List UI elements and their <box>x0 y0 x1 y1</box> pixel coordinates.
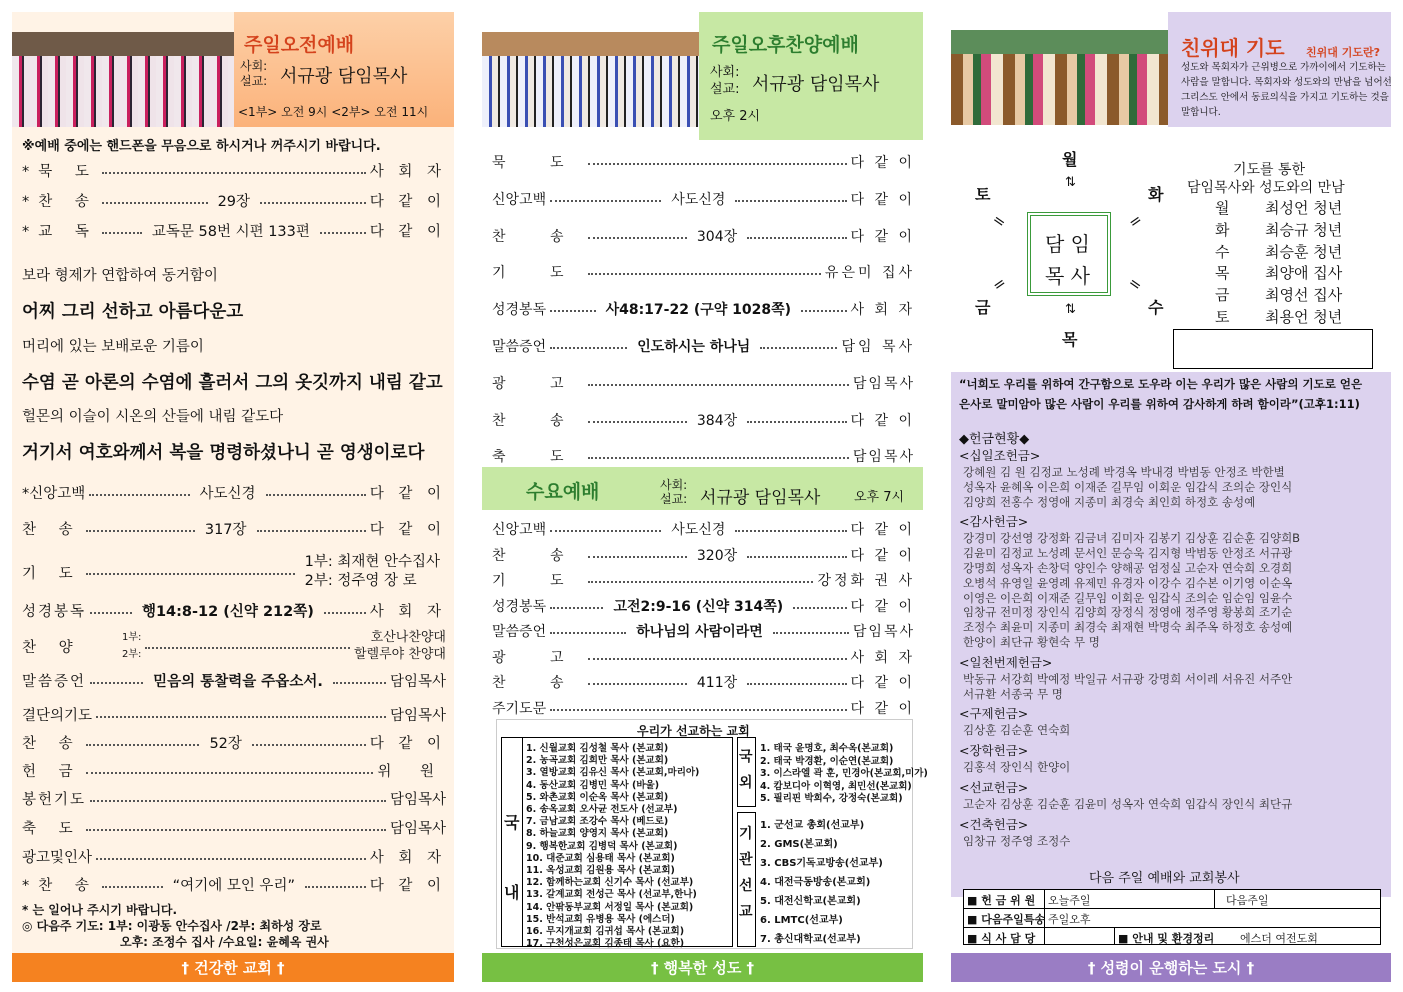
mission-item: 16. 무지개교회 김귀섭 목사 (본교회) <box>526 926 685 937</box>
pastor-label-1: 담 임 <box>1045 232 1090 256</box>
order-row: *묵 도 사 회 자 <box>22 164 446 180</box>
mission-item: 4. 동산교회 김병민 목사 (바울) <box>526 779 660 791</box>
order-row <box>492 698 915 718</box>
pastor-box <box>1027 212 1111 296</box>
order-label: 기 도 <box>492 265 584 282</box>
mission-item: 10. 대준교회 심용태 목사 (본교회) <box>526 852 675 864</box>
schedule-person: 최승훈 청년 <box>1265 242 1343 261</box>
reading-line: 거기서 여호와께서 복을 명령하셨나니 곧 영생이로다 <box>22 443 425 463</box>
mission-item: 15. 반석교회 유병용 목사 (에스더) <box>526 913 675 925</box>
offering-category: <구제헌금> <box>959 706 1029 722</box>
offering-category: <선교헌금> <box>959 780 1029 795</box>
mission-item: 4. 캄보디아 이혁영, 최민선(본교회) <box>760 780 912 792</box>
mission-item: 11. 옥성교회 김원용 목사 (본교회) <box>526 865 675 876</box>
order-row: *찬 송 29장 다 같 이 <box>22 194 446 210</box>
order-detail: 사48:17-22 (구약 1028쪽) <box>605 302 792 319</box>
offering-title: ◆헌금현황◆ <box>959 432 1030 447</box>
day-mon: 월 <box>1062 150 1078 169</box>
mission-item: 2. GMS(본교회) <box>760 839 838 850</box>
order-row: 찬 송 317장 다 같 이 <box>22 522 446 538</box>
offering-names: 성옥자 윤혜옥 이은희 이재준 길무임 이회운 임갑식 조의순 장인식 <box>963 479 1293 494</box>
afternoon-service-panel <box>482 12 928 982</box>
offering-names: 강명희 성옥자 손창덕 양인수 양해공 엄정실 고순자 연숙희 오경희 <box>963 561 1293 575</box>
order-row: 찬 송 52장 다 같 이 <box>22 736 446 752</box>
mission-item: 2. 농곡교회 김희만 목사 (본교회) <box>526 755 669 767</box>
order-row: 말씀증언 믿음의 통찰력을 주옵소서. 담임목사 <box>22 674 446 690</box>
order-detail: 하나님의 사람이라면 <box>636 624 763 640</box>
order-row: 결단의기도 담임목사 <box>22 708 446 724</box>
order-detail: 384장 <box>696 412 738 429</box>
order-row: *교 독 교독문 58번 시편 133편 다 같 이 <box>22 224 446 240</box>
order-row <box>492 596 915 616</box>
order-detail: 304장 <box>696 228 738 245</box>
verse-1: “너희도 우리를 위하여 간구함으로 도우라 이는 우리가 많은 사람의 기도로 얻은 <box>959 377 1363 391</box>
mission-item: 1. 군선교 총회(선교부) <box>760 820 865 831</box>
offering-category: <감사헌금> <box>959 514 1029 530</box>
order-label: 찬 송 <box>492 412 584 429</box>
order-row: *찬 송 “여기에 모인 우리” 다 같 이 <box>22 878 447 894</box>
wednesday-time: 오후 7시 <box>854 490 905 505</box>
order-row <box>492 446 915 466</box>
offering-category: <건축헌금> <box>959 816 1029 832</box>
leader-name: 서규광 담임목사 <box>752 74 880 95</box>
footer-banner: † 성령이 운행하는 도시 † <box>951 953 1391 982</box>
order-detail: 사도신경 <box>671 191 726 208</box>
description: 성도와 목회자가 근위병으로 가까이에서 기도하는 사람을 말합니다. 목회자와 성도와의 만남을 넘어선 그리스도 안에서 동료의식을 가지고 기도하는 것을 말합니다. <box>1181 62 1392 118</box>
offering-names: 임창규 전미정 장인식 김양희 장정식 정영애 정주영 황봉희 조기순 <box>963 605 1293 620</box>
schedule-day: 화 <box>1215 220 1230 239</box>
order-person: 담임목사 <box>852 624 915 640</box>
host-label: 사회: 설교: <box>240 59 268 88</box>
offering-names: 김홍석 장인식 한양이 <box>963 760 1071 775</box>
reading-line: 수염 곧 아론의 수염에 흘러서 그의 옷깃까지 내림 같고 <box>22 373 443 393</box>
order-row <box>492 570 915 590</box>
reading-line: 머리에 있는 보배로운 기름이 <box>22 339 204 355</box>
duty-meal: ■ 식 사 담 당 <box>967 932 1036 945</box>
schedule-person: 최영선 집사 <box>1265 286 1343 305</box>
order-row: 기 도 1부: 최재현 안수집사 2부: 정주영 장 로 <box>22 554 440 589</box>
order-label: 주기도문 <box>492 700 547 717</box>
order-detail: 인도하시는 하나님 <box>637 339 751 355</box>
order-person: 다 같 이 <box>850 191 916 208</box>
offering-names: 박동규 서강희 박예정 박일규 서규광 강명희 서이레 서유진 서주안 <box>963 671 1293 686</box>
foreign-label: 국 외 <box>739 749 753 791</box>
schedule-person: 최양애 집사 <box>1265 264 1343 283</box>
meeting-title: 기도를 통한 <box>1233 162 1306 178</box>
order-person: 담임목사 <box>852 449 915 466</box>
order-label: 신앙고백 <box>492 191 547 208</box>
offering-names: 임창규 정주영 조정수 <box>963 833 1071 848</box>
day-sat: 토 <box>975 185 991 204</box>
order-row <box>492 373 915 393</box>
foreign-label-box <box>737 737 756 807</box>
mission-item: 12. 함께하는교회 신기수 목사 (선교부) <box>526 877 694 889</box>
duty-table <box>963 889 1381 945</box>
mission-item: 14. 안팎동부교회 서정일 목사 (본교회) <box>526 901 694 913</box>
offering-names: 조정수 최윤미 지종미 최경숙 최재현 박명숙 최주옥 하정호 송성예 <box>963 620 1293 635</box>
mission-title: 우리가 선교하는 교회 <box>637 724 750 738</box>
mission-item: 9. 행복한교회 김병덕 목사 (본교회) <box>526 840 678 852</box>
offering-category: <일천번제헌금> <box>959 654 1053 670</box>
host-label: 사회: 설교: <box>710 65 740 97</box>
schedule-day: 목 <box>1215 264 1230 283</box>
order-label: 기 도 <box>492 573 584 589</box>
order-detail: 320장 <box>696 547 738 564</box>
mission-item: 3. 이스라엘 곽 훈, 민경아(본교회,미가) <box>760 768 928 779</box>
order-row <box>492 672 915 692</box>
question: 친위대 기도란? <box>1306 46 1380 59</box>
offering-names: 이영은 이은희 이재준 길무임 이회운 임갑식 조의순 임순임 임윤수 <box>963 590 1293 605</box>
pastor-label-2: 목 사 <box>1045 264 1090 288</box>
order-label: 성경봉독 <box>492 302 547 319</box>
order-person: 다 같 이 <box>850 547 916 564</box>
order-row <box>492 410 915 430</box>
wednesday-title: 수요예배 <box>526 481 600 503</box>
schedule-day: 토 <box>1215 308 1230 326</box>
order-label: 신앙고백 <box>492 522 547 538</box>
leader-name: 서규광 담임목사 <box>280 66 408 87</box>
order-row: 헌 금 위 원 <box>22 764 446 780</box>
mission-item: 3. 열방교회 김유신 목사 (본교회,마리아) <box>526 767 700 779</box>
day-thu: 목 <box>1062 330 1078 349</box>
verse-2: 은사로 말미암아 많은 사람이 우리를 위하여 감사하게 하려 함이라”(고후1:11) <box>959 397 1360 411</box>
order-row: *신앙고백 사도신경 다 같 이 <box>22 486 446 502</box>
mission-item: 2. 태국 박경환, 이순연(본교회) <box>760 755 894 767</box>
prayer-diagram: 월 ⇅ 토 화 = = 담 임 목 사 = = 금 수 ⇅ 목 기도를 통한 담임목사와 성도와의 만남 월 최성언 청년 화 최승규 청년 수 최승훈 청년 목 최양애 집사 금 최영선 집사 토 최용언 청년 <box>951 127 1391 372</box>
offering-category: <장학헌금> <box>959 743 1029 759</box>
mission-item: 7. 총신대학교(선교부) <box>760 934 861 945</box>
schedule-person: 최성언 청년 <box>1265 199 1343 217</box>
order-row <box>492 621 915 641</box>
org-label-box <box>737 812 756 947</box>
offering-names: 김상훈 김순훈 연숙희 <box>963 723 1071 738</box>
order-row <box>492 299 915 319</box>
next-service-title: 다음 주일 예배와 교회봉사 <box>1089 871 1240 886</box>
mission-item: 17. 구천성은교회 김종태 목사 (요한) <box>526 938 685 950</box>
mission-item: 1. 신월교회 김성철 목사 (본교회) <box>526 743 669 754</box>
order-label: 광 고 <box>492 375 584 392</box>
order-row <box>492 226 915 246</box>
empty-box <box>1173 329 1373 369</box>
offering-names: 강경미 강선영 강정화 김금녀 김미자 김봉기 김상훈 김순훈 김양희B <box>963 531 1301 546</box>
order-person: 다 같 이 <box>850 700 915 717</box>
schedule-day: 금 <box>1215 286 1230 305</box>
schedule-person: 최용언 청년 <box>1265 308 1343 326</box>
duty-special: ■ 다음주일특송 <box>967 913 1045 926</box>
morning-service-panel <box>12 12 454 982</box>
prayer-photo <box>951 30 1168 125</box>
notice: ※예배 중에는 핸드폰을 무음으로 하시거나 꺼주시기 바랍니다. <box>22 139 381 154</box>
order-person: 유은미 집사 <box>824 265 915 282</box>
order-label: 찬 송 <box>492 547 584 564</box>
next-prayer-2: 오후: 조정수 집사 /수요일: 윤혜옥 권사 <box>120 935 329 949</box>
offering-names: 강혜원 김 원 김정교 노성례 박경옥 박내경 박범동 안정조 박한별 <box>963 465 1285 479</box>
mission-item: 4. 대전극동방송(본교회) <box>760 877 871 888</box>
mission-box <box>496 719 928 950</box>
domestic-label: 국 내 <box>504 813 520 902</box>
order-row <box>492 647 915 667</box>
day-tue: 화 <box>1148 185 1164 204</box>
order-person: 담임 목사 <box>841 339 916 355</box>
order-row <box>492 189 915 209</box>
duty-afternoon: 주일오후 <box>1048 913 1091 926</box>
order-row <box>492 519 915 539</box>
offering-names: 서규환 서종국 무 명 <box>963 686 1063 701</box>
order-person: 사 회 자 <box>850 302 915 319</box>
page-title: 친위대 기도 <box>1181 36 1285 60</box>
order-label: 성경봉독 <box>492 598 547 615</box>
offering-category: <십일조헌금> <box>959 448 1041 463</box>
schedule-day: 월 <box>1215 199 1230 217</box>
mission-item: 5. 대전신학교(본교회) <box>760 896 861 907</box>
page-title: 주일오전예배 <box>244 34 355 56</box>
service-time: 오후 2시 <box>710 109 761 124</box>
order-person: 다 같 이 <box>850 522 916 538</box>
mission-item: 13. 갈계교회 전성근 목사 (선교부,한나) <box>526 889 697 901</box>
footer-banner: † 건강한 교회 † <box>12 953 454 982</box>
order-row <box>492 152 915 172</box>
reading-line: 보라 형제가 연합하여 동거함이 <box>22 268 218 284</box>
order-label: 찬 송 <box>492 228 584 245</box>
choir-photo <box>12 32 234 127</box>
offering-names: 고순자 김상훈 김순훈 김윤미 성옥자 연숙희 임갑식 장인식 최단규 <box>963 797 1293 811</box>
org-label: 기 관 선 교 <box>739 826 753 920</box>
day-fri: 금 <box>975 298 991 317</box>
order-row <box>492 336 915 356</box>
duty-guide-group: 에스더 여전도회 <box>1240 932 1318 945</box>
order-label: 축 도 <box>492 449 584 466</box>
order-person: 담임목사 <box>852 375 915 392</box>
order-row <box>492 262 915 282</box>
order-person: 사 회 자 <box>850 649 915 666</box>
order-person: 다 같 이 <box>850 598 916 615</box>
offering-names: 한양이 최단규 황현숙 무 명 <box>963 635 1100 649</box>
host-label: 사회: 설교: <box>660 478 688 506</box>
mission-item: 1. 태국 윤명호, 최수옥(본교회) <box>760 743 894 754</box>
mission-item: 8. 하늘교회 양영지 목사 (본교회) <box>526 828 669 840</box>
order-row: 광고및인사 사 회 자 <box>22 850 446 866</box>
duty-offering: ■ 헌 금 위 원 <box>967 894 1036 907</box>
domestic-box <box>501 737 733 950</box>
service-times: <1부> 오전 9시 <2부> 오전 11시 <box>238 105 429 119</box>
mission-item: 6. LMTC(선교부) <box>760 915 843 926</box>
order-row: 성경봉독 행14:8-12 (신약 212쪽) 사 회 자 <box>22 604 447 620</box>
order-row: 찬 양 1부: 2부: 호산나찬양대 할렐루야 찬양대 <box>22 630 446 662</box>
prayer-panel <box>951 12 1391 982</box>
day-wed: 수 <box>1148 298 1164 317</box>
duty-next: 다음주일 <box>1226 894 1269 907</box>
choir-photo <box>482 32 699 127</box>
offering-names: 김양희 전홍수 정영애 지종미 최경숙 최인희 하정호 송성예 <box>963 494 1256 509</box>
schedule-person: 최승규 청년 <box>1265 220 1343 239</box>
order-detail: 사도신경 <box>671 522 726 538</box>
order-person: 강정화 권 사 <box>817 573 915 589</box>
order-person: 다 같 이 <box>850 228 916 245</box>
meeting-subtitle: 담임목사와 성도와의 만남 <box>1187 180 1345 196</box>
standing-note: * 는 일어나 주시기 바랍니다. <box>22 903 178 917</box>
duty-guide: ■ 안내 및 환경정리 <box>1118 932 1215 945</box>
schedule-day: 수 <box>1215 242 1230 261</box>
mission-item: 5. 필리핀 박희수, 강정숙(본교회) <box>760 793 903 804</box>
order-person: 다 같 이 <box>850 675 916 691</box>
mission-item: 3. CBS기독교방송(선교부) <box>760 858 883 869</box>
order-row: 축 도 담임목사 <box>22 821 446 837</box>
order-person: 다 같 이 <box>850 412 916 429</box>
order-row <box>492 545 915 565</box>
order-label: 말씀증언 <box>492 339 547 355</box>
reading-line: 어찌 그리 선하고 아름다운고 <box>22 302 244 322</box>
order-label: 묵 도 <box>492 155 584 171</box>
order-label: 광 고 <box>492 649 584 666</box>
mission-item: 6. 송옥교회 오사균 전도사 (선교부) <box>526 804 678 815</box>
reading-line: 헐몬의 이슬이 시온의 산들에 내림 같도다 <box>22 409 284 425</box>
order-person: 다 같 이 <box>850 155 915 171</box>
order-row: 봉헌기도 담임목사 <box>22 792 446 808</box>
order-detail: 고전2:9-16 (신약 314쪽) <box>613 598 784 615</box>
order-label: 찬 송 <box>492 675 584 691</box>
offering-names: 김윤미 김정교 노성례 문서인 문승욱 김지형 박범동 안정조 서규광 <box>963 546 1293 561</box>
order-detail: 411장 <box>696 675 738 691</box>
wednesday-leader: 서규광 담임목사 <box>700 488 821 508</box>
next-prayer: ◎ 다음주 기도: 1부: 이광동 안수집사 /2부: 최하성 장로 <box>22 919 322 933</box>
order-label: 말씀증언 <box>492 624 547 640</box>
duty-today: 오늘주일 <box>1048 894 1091 907</box>
mission-item: 7. 금남교회 조강수 목사 (베드로) <box>526 816 669 828</box>
page-title: 주일오후찬양예배 <box>712 34 859 56</box>
offering-names: 오병석 유영일 윤영례 유제민 유경자 이강수 김수본 이기영 이순옥 <box>963 575 1293 590</box>
footer-banner: † 행복한 성도 † <box>482 953 923 982</box>
mission-item: 5. 와촌교회 이순옥 목사 (본교회) <box>526 791 669 803</box>
